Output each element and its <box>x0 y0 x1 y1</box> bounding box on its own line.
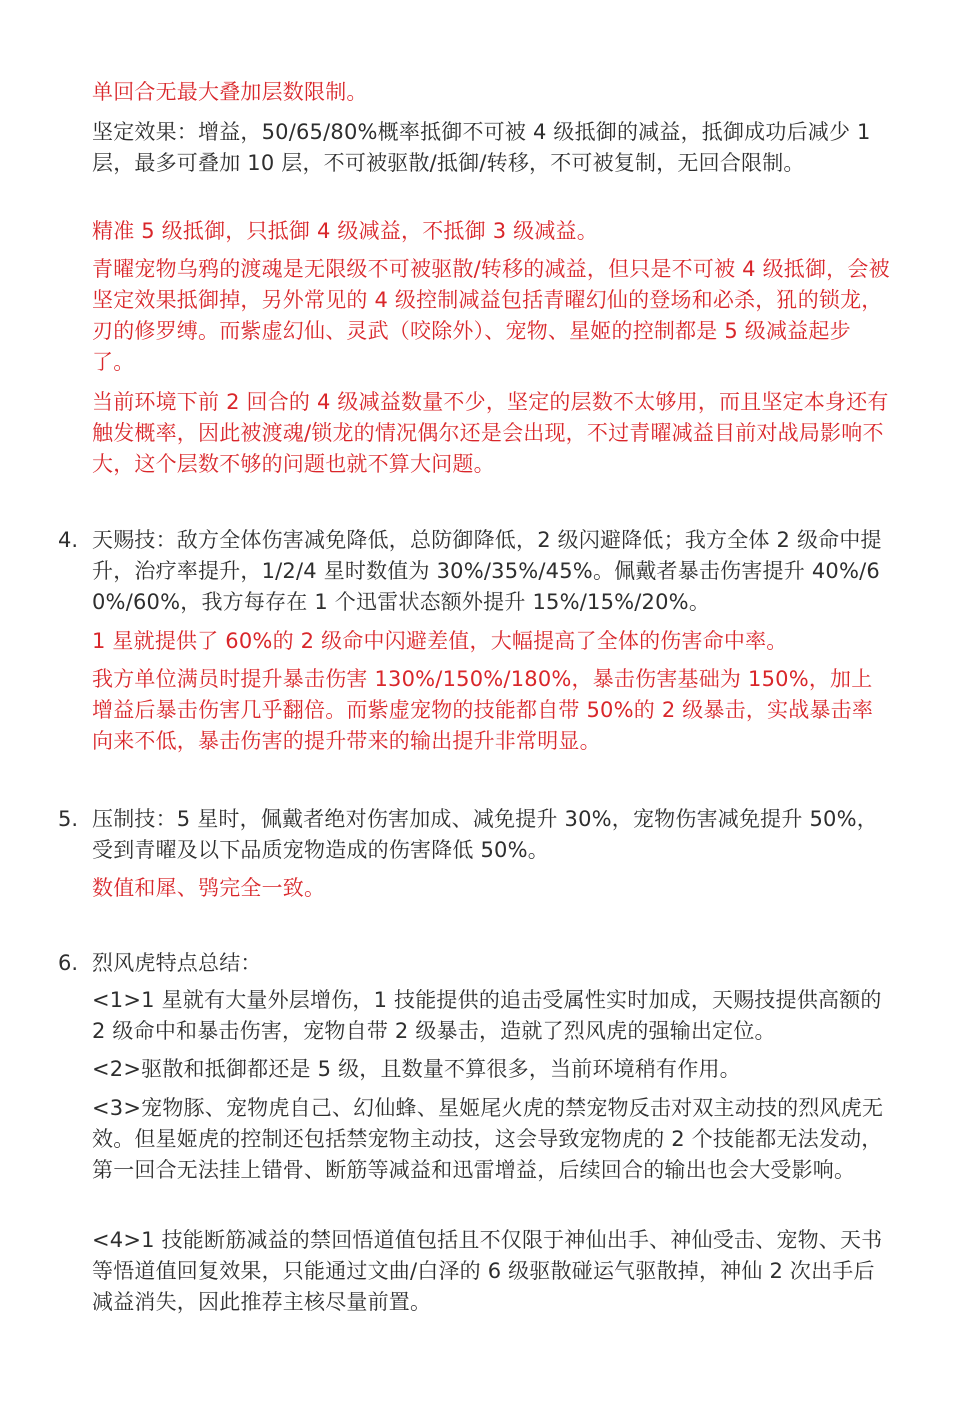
precision-resist-note: 精准 5 级抵御，只抵御 4 级减益，不抵御 3 级减益。 <box>92 219 598 243</box>
section-number-6: 6. <box>58 951 79 975</box>
firm-effect-description: 坚定效果：增益，50/65/80%概率抵御不可被 4 级抵御的减益，抵御成功后减少 1 层，最多可叠加 10 层，不可被驱散/抵御/转移，不可被复制，无回合限制。 <box>92 120 871 175</box>
no-stack-limit-note: 单回合无最大叠加层数限制。 <box>92 80 368 104</box>
summary-item-2: <2>驱散和抵御都还是 5 级，且数量不算很多，当前环境稍有作用。 <box>92 1057 741 1081</box>
heaven-gift-skill-description: 天赐技：敌方全体伤害减免降低，总防御降低，2 级闪避降低；我方全体 2 级命中提升，治疗率提升，1/2/4 星时数值为 30%/35%/45%。佩戴者暴击伤害提升 40%/60%/60%，我方每存在 1 个迅雷状态额外提升 15%/15%/20%。 <box>92 528 882 614</box>
environment-note: 当前环境下前 2 回合的 4 级减益数量不少，坚定的层数不太够用，而且坚定本身还有触发概率，因此被渡魂/锁龙的情况偶尔还是会出现，不过青曜减益目前对战局影响不大，这个层数不够的问题也就不算大问题。 <box>92 390 889 476</box>
hit-rate-note: 1 星就提供了 60%的 2 级命中闪避差值，大幅提高了全体的伤害命中率。 <box>92 629 788 653</box>
suppress-skill-description: 压制技：5 星时，佩戴者绝对伤害加成、减免提升 30%，宠物伤害减免提升 50%，受到青曜及以下品质宠物造成的伤害降低 50%。 <box>92 807 878 862</box>
summary-item-1: <1>1 星就有大量外层增伤，1 技能提供的追击受属性实时加成，天赐技提供高额的 2 级命中和暴击伤害，宠物自带 2 级暴击，造就了烈风虎的强输出定位。 <box>92 988 882 1043</box>
summary-item-3: <3>宠物豚、宠物虎自己、幻仙蜂、星姬尾火虎的禁宠物反击对双主动技的烈风虎无效。但星姬虎的控制还包括禁宠物主动技，这会导致宠物虎的 2 个技能都无法发动，第一回合无法挂上错骨、断筋等减益和迅雷增益，后续回合的输出也会大受影响。 <box>92 1096 884 1182</box>
section-number-4: 4. <box>58 528 79 552</box>
same-values-note: 数值和犀、鸮完全一致。 <box>92 876 326 900</box>
section-number-5: 5. <box>58 807 79 831</box>
crow-soul-note: 青曜宠物乌鸦的渡魂是无限级不可被驱散/转移的减益，但只是不可被 4 级抵御，会被坚定效果抵御掉，另外常见的 4 级控制减益包括青曜幻仙的登场和必杀，犼的锁龙，刃的修罗缚。而紫虚幻仙、灵武（咬除外）、宠物、星姬的控制都是 5 级减益起步了。 <box>92 257 890 374</box>
crit-damage-note: 我方单位满员时提升暴击伤害 130%/150%/180%，暴击伤害基础为 150%，加上增益后暴击伤害几乎翻倍。而紫虚宠物的技能都自带 50%的 2 级暴击，实战暴击率向来不低，暴击伤害的提升带来的输出提升非常明显。 <box>92 667 874 753</box>
tiger-summary-title: 烈风虎特点总结： <box>92 951 262 975</box>
summary-item-4: <4>1 技能断筋减益的禁回悟道值包括且不仅限于神仙出手、神仙受击、宠物、天书等悟道值回复效果，只能通过文曲/白泽的 6 级驱散碰运气驱散掉，神仙 2 次出手后减益消失，因此推荐主核尽量前置。 <box>92 1228 883 1314</box>
